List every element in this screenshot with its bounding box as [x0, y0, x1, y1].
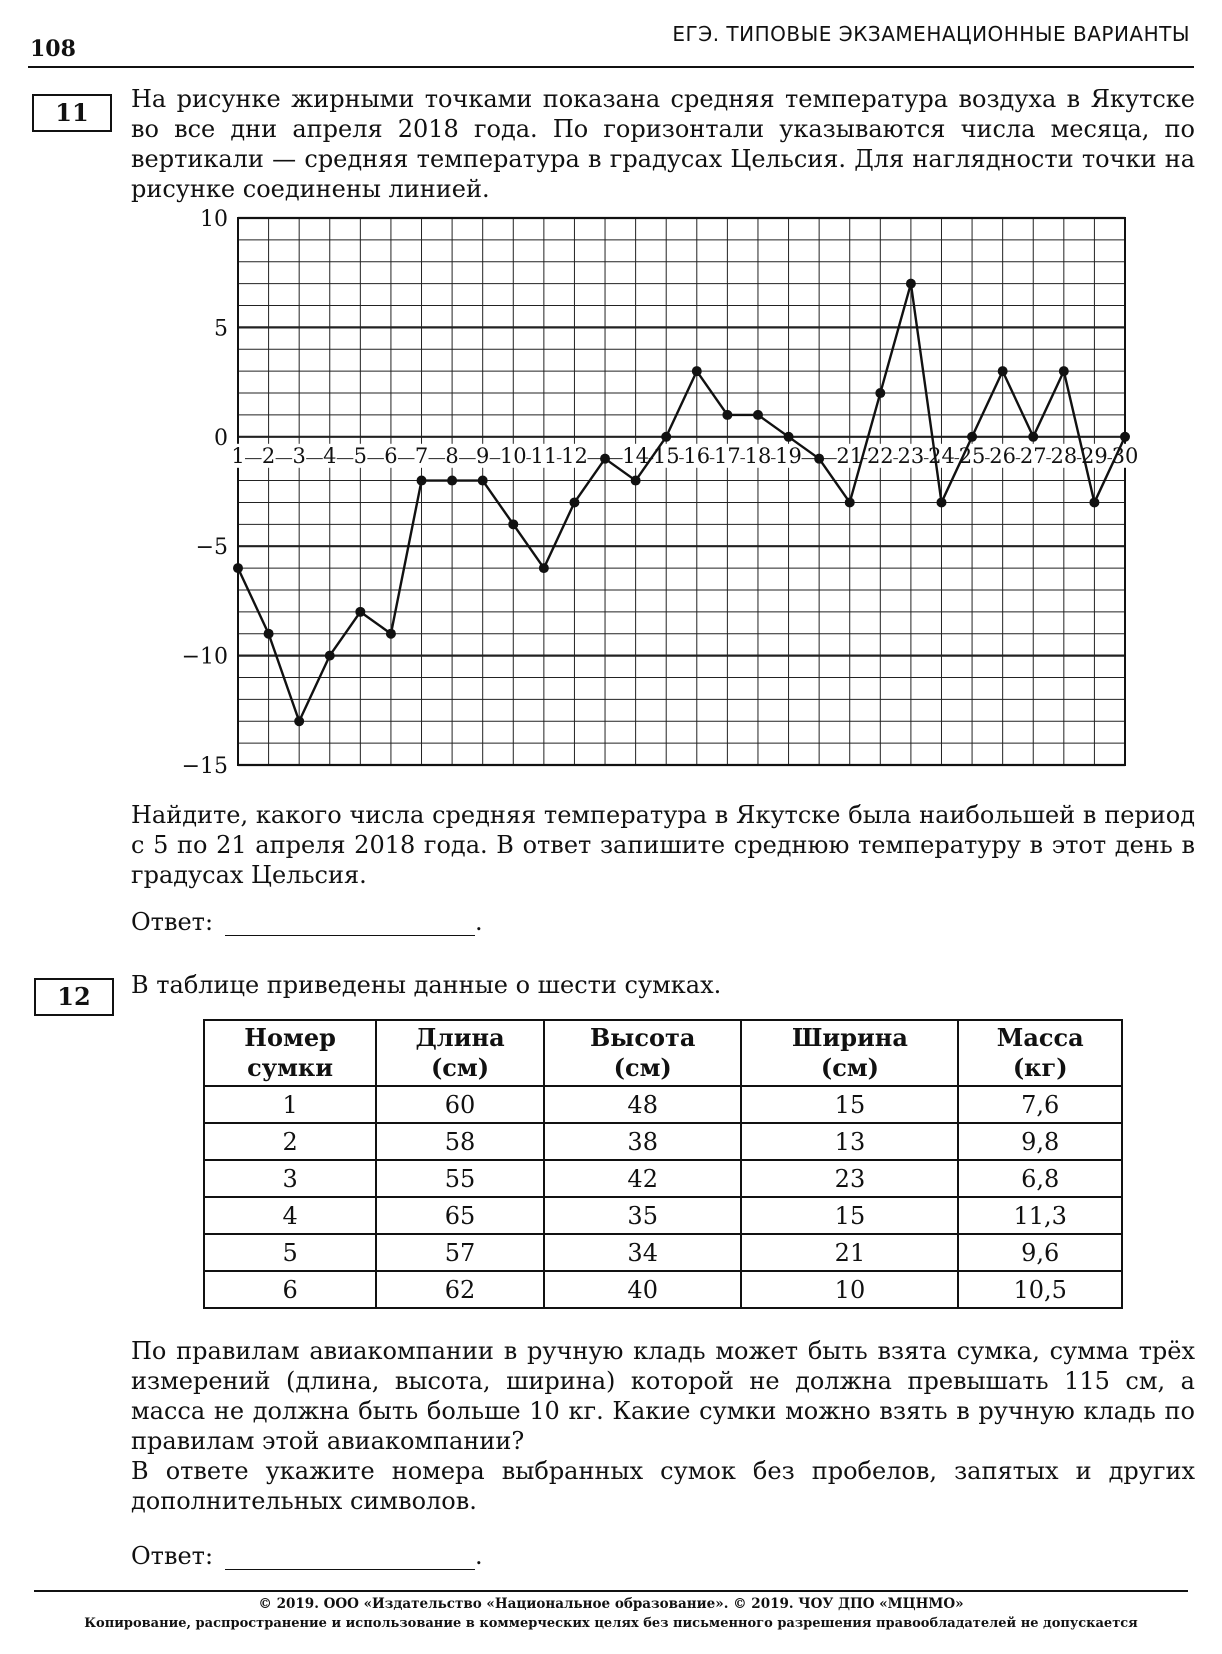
x-tick-label: 1: [231, 443, 245, 468]
data-point: [417, 476, 427, 486]
x-tick-label: 8: [445, 443, 459, 468]
footer-rule: [34, 1590, 1188, 1592]
table-cell: 3: [204, 1160, 376, 1197]
header-mass: Масса (кг): [958, 1020, 1122, 1086]
table-row: [204, 1160, 1122, 1197]
table-cell: 38: [544, 1123, 742, 1160]
y-tick-label: 0: [214, 425, 228, 451]
y-tick-label: 10: [200, 207, 228, 232]
data-point: [1028, 432, 1038, 442]
table-row: [204, 1271, 1122, 1308]
data-point: [447, 476, 457, 486]
table-cell: 9,6: [958, 1234, 1122, 1271]
table-cell: 60: [376, 1086, 544, 1123]
header-height: Высота (см): [544, 1020, 742, 1086]
x-tick-label: 10: [499, 443, 527, 468]
table-cell: 62: [376, 1271, 544, 1308]
page-number: 108: [30, 36, 76, 62]
x-tick-label: 29: [1081, 443, 1108, 468]
x-tick-label: 22: [866, 443, 894, 468]
data-point: [1120, 432, 1130, 442]
series-title: ЕГЭ. ТИПОВЫЕ ЭКЗАМЕНАЦИОННЫЕ ВАРИАНТЫ: [672, 22, 1190, 46]
data-point: [845, 497, 855, 507]
task-11-answer-line: [131, 908, 483, 936]
x-tick-label: 18: [744, 443, 772, 468]
task-12-condition-text: По правилам авиакомпании в ручную кладь может быть взята сумка, сумма трёх измерений (длина, высота, ширина) которой не должна превышать 115 см, а масса не должна быть больше 10 кг. Какие сумки можно взять в ручную кладь по правилам этой авиакомпании?: [131, 1337, 1195, 1455]
table-header-row: [204, 1020, 1122, 1086]
x-tick-label: 11: [530, 443, 558, 468]
x-tick-label: 4: [323, 443, 337, 468]
x-tick-label: 14: [622, 443, 649, 468]
data-point: [1089, 497, 1099, 507]
table-cell: 57: [376, 1234, 544, 1271]
answer-label: Ответ:: [131, 1542, 214, 1570]
chart-grid-major: [238, 218, 1125, 765]
data-point: [814, 454, 824, 464]
x-tick-label: 9: [476, 443, 490, 468]
task-12-number: 12: [34, 978, 114, 1016]
data-point: [661, 432, 671, 442]
data-point: [722, 410, 732, 420]
table-cell: 35: [544, 1197, 742, 1234]
table-cell: 23: [741, 1160, 958, 1197]
task-11-question: Найдите, какого числа средняя температура в Якутске была наибольшей в период с 5 по 21 апреля 2018 года. В ответ запишите среднюю температуру в этот день в градусах Цельсия.: [131, 801, 1195, 889]
data-point: [875, 388, 885, 398]
x-tick-label: 24: [928, 443, 955, 468]
x-tick-label: 23: [897, 443, 925, 468]
table-cell: 65: [376, 1197, 544, 1234]
answer-end: .: [475, 1542, 483, 1570]
y-tick-label: −5: [195, 535, 228, 561]
x-tick-label: 2: [261, 443, 276, 468]
data-point: [1059, 366, 1069, 376]
task-11-number: 11: [32, 94, 112, 132]
data-point: [967, 432, 977, 442]
table-cell: 34: [544, 1234, 742, 1271]
x-tick-label: 17: [714, 443, 741, 468]
answer-end: .: [475, 908, 483, 936]
data-point: [906, 279, 916, 289]
table-cell: 58: [376, 1123, 544, 1160]
x-tick-label: 3: [292, 443, 306, 468]
bags-table: [203, 1019, 1123, 1309]
table-cell: 15: [741, 1197, 958, 1234]
table-cell: 10,5: [958, 1271, 1122, 1308]
table-cell: 13: [741, 1123, 958, 1160]
data-point: [936, 497, 946, 507]
data-point: [539, 563, 549, 573]
header-width: Ширина (см): [741, 1020, 958, 1086]
y-tick-label: −10: [181, 644, 228, 670]
temperature-chart: [0, 0, 1222, 790]
table-cell: 4: [204, 1197, 376, 1234]
x-tick-label: 27: [1019, 443, 1047, 468]
data-point: [784, 432, 794, 442]
table-cell: 7,6: [958, 1086, 1122, 1123]
table-row: [204, 1197, 1122, 1234]
chart-grid-minor: [238, 218, 1125, 765]
x-tick-label: 19: [775, 443, 802, 468]
answer-label: Ответ:: [131, 908, 214, 936]
table-cell: 9,8: [958, 1123, 1122, 1160]
data-point: [294, 716, 304, 726]
chart-frame: [238, 218, 1125, 765]
table-row: [204, 1123, 1122, 1160]
table-cell: 1: [204, 1086, 376, 1123]
footer-copyright: © 2019. ООО «Издательство «Национальное образование». © 2019. ЧОУ ДПО «МЦНМО»: [258, 1596, 964, 1612]
task-12-condition: [131, 1336, 1195, 1516]
data-point: [631, 476, 641, 486]
x-tick-label: 7: [414, 443, 429, 468]
table-cell: 10: [741, 1271, 958, 1308]
table-cell: 48: [544, 1086, 742, 1123]
y-tick-label: 5: [214, 316, 228, 342]
table-cell: 55: [376, 1160, 544, 1197]
y-tick-label: −15: [181, 754, 228, 779]
footer-note: Копирование, распространение и использование в коммерческих целях без письменного разрешения правообладателей не допускается: [84, 1616, 1138, 1631]
data-point: [569, 497, 579, 507]
data-point: [692, 366, 702, 376]
data-point: [325, 651, 335, 661]
x-tick-label: 21: [836, 443, 864, 468]
x-tick-label: 15: [652, 443, 680, 468]
table-cell: 6,8: [958, 1160, 1122, 1197]
x-tick-label: 5: [353, 443, 368, 468]
table-row: [204, 1086, 1122, 1123]
table-row: [204, 1234, 1122, 1271]
table-cell: 2: [204, 1123, 376, 1160]
table-cell: 6: [204, 1271, 376, 1308]
data-point: [355, 607, 365, 617]
x-tick-label: 30: [1111, 443, 1139, 468]
x-tick-label: 16: [683, 443, 711, 468]
task-12-answer-line: [131, 1542, 483, 1570]
data-point: [478, 476, 488, 486]
chart-x-tick-labels: [231, 444, 1138, 468]
chart-y-tick-labels: [182, 207, 228, 779]
data-point: [386, 629, 396, 639]
header-length: Длина (см): [376, 1020, 544, 1086]
x-tick-label: 26: [989, 443, 1017, 468]
data-point: [998, 366, 1008, 376]
task-11-intro: На рисунке жирными точками показана средняя температура воздуха в Якутске во все дни апреля 2018 года. По горизонтали указываются числа месяца, по вертикали — средняя температура в градусах Цельсия. Для наглядности точки на рисунке соединены линией.: [131, 85, 1195, 203]
task-12-answer-field[interactable]: [225, 1545, 475, 1570]
x-tick-label: 25: [958, 443, 986, 468]
data-point: [508, 519, 518, 529]
x-tick-label: 6: [384, 443, 398, 468]
task-11-answer-field[interactable]: [225, 911, 475, 936]
x-tick-label: 12: [561, 443, 588, 468]
table-cell: 15: [741, 1086, 958, 1123]
task-12-answer-instruction: В ответе укажите номера выбранных сумок без пробелов, запятых и других дополнительных символов.: [131, 1457, 1195, 1515]
table-cell: 21: [741, 1234, 958, 1271]
task-12-intro: В таблице приведены данные о шести сумках.: [131, 971, 722, 999]
table-cell: 40: [544, 1271, 742, 1308]
data-point: [753, 410, 763, 420]
table-cell: 11,3: [958, 1197, 1122, 1234]
x-tick-label: 28: [1050, 443, 1078, 468]
table-cell: 5: [204, 1234, 376, 1271]
data-point: [600, 454, 610, 464]
table-cell: 42: [544, 1160, 742, 1197]
data-point: [233, 563, 243, 573]
header-bag-number: Номер сумки: [204, 1020, 376, 1086]
data-point: [264, 629, 274, 639]
